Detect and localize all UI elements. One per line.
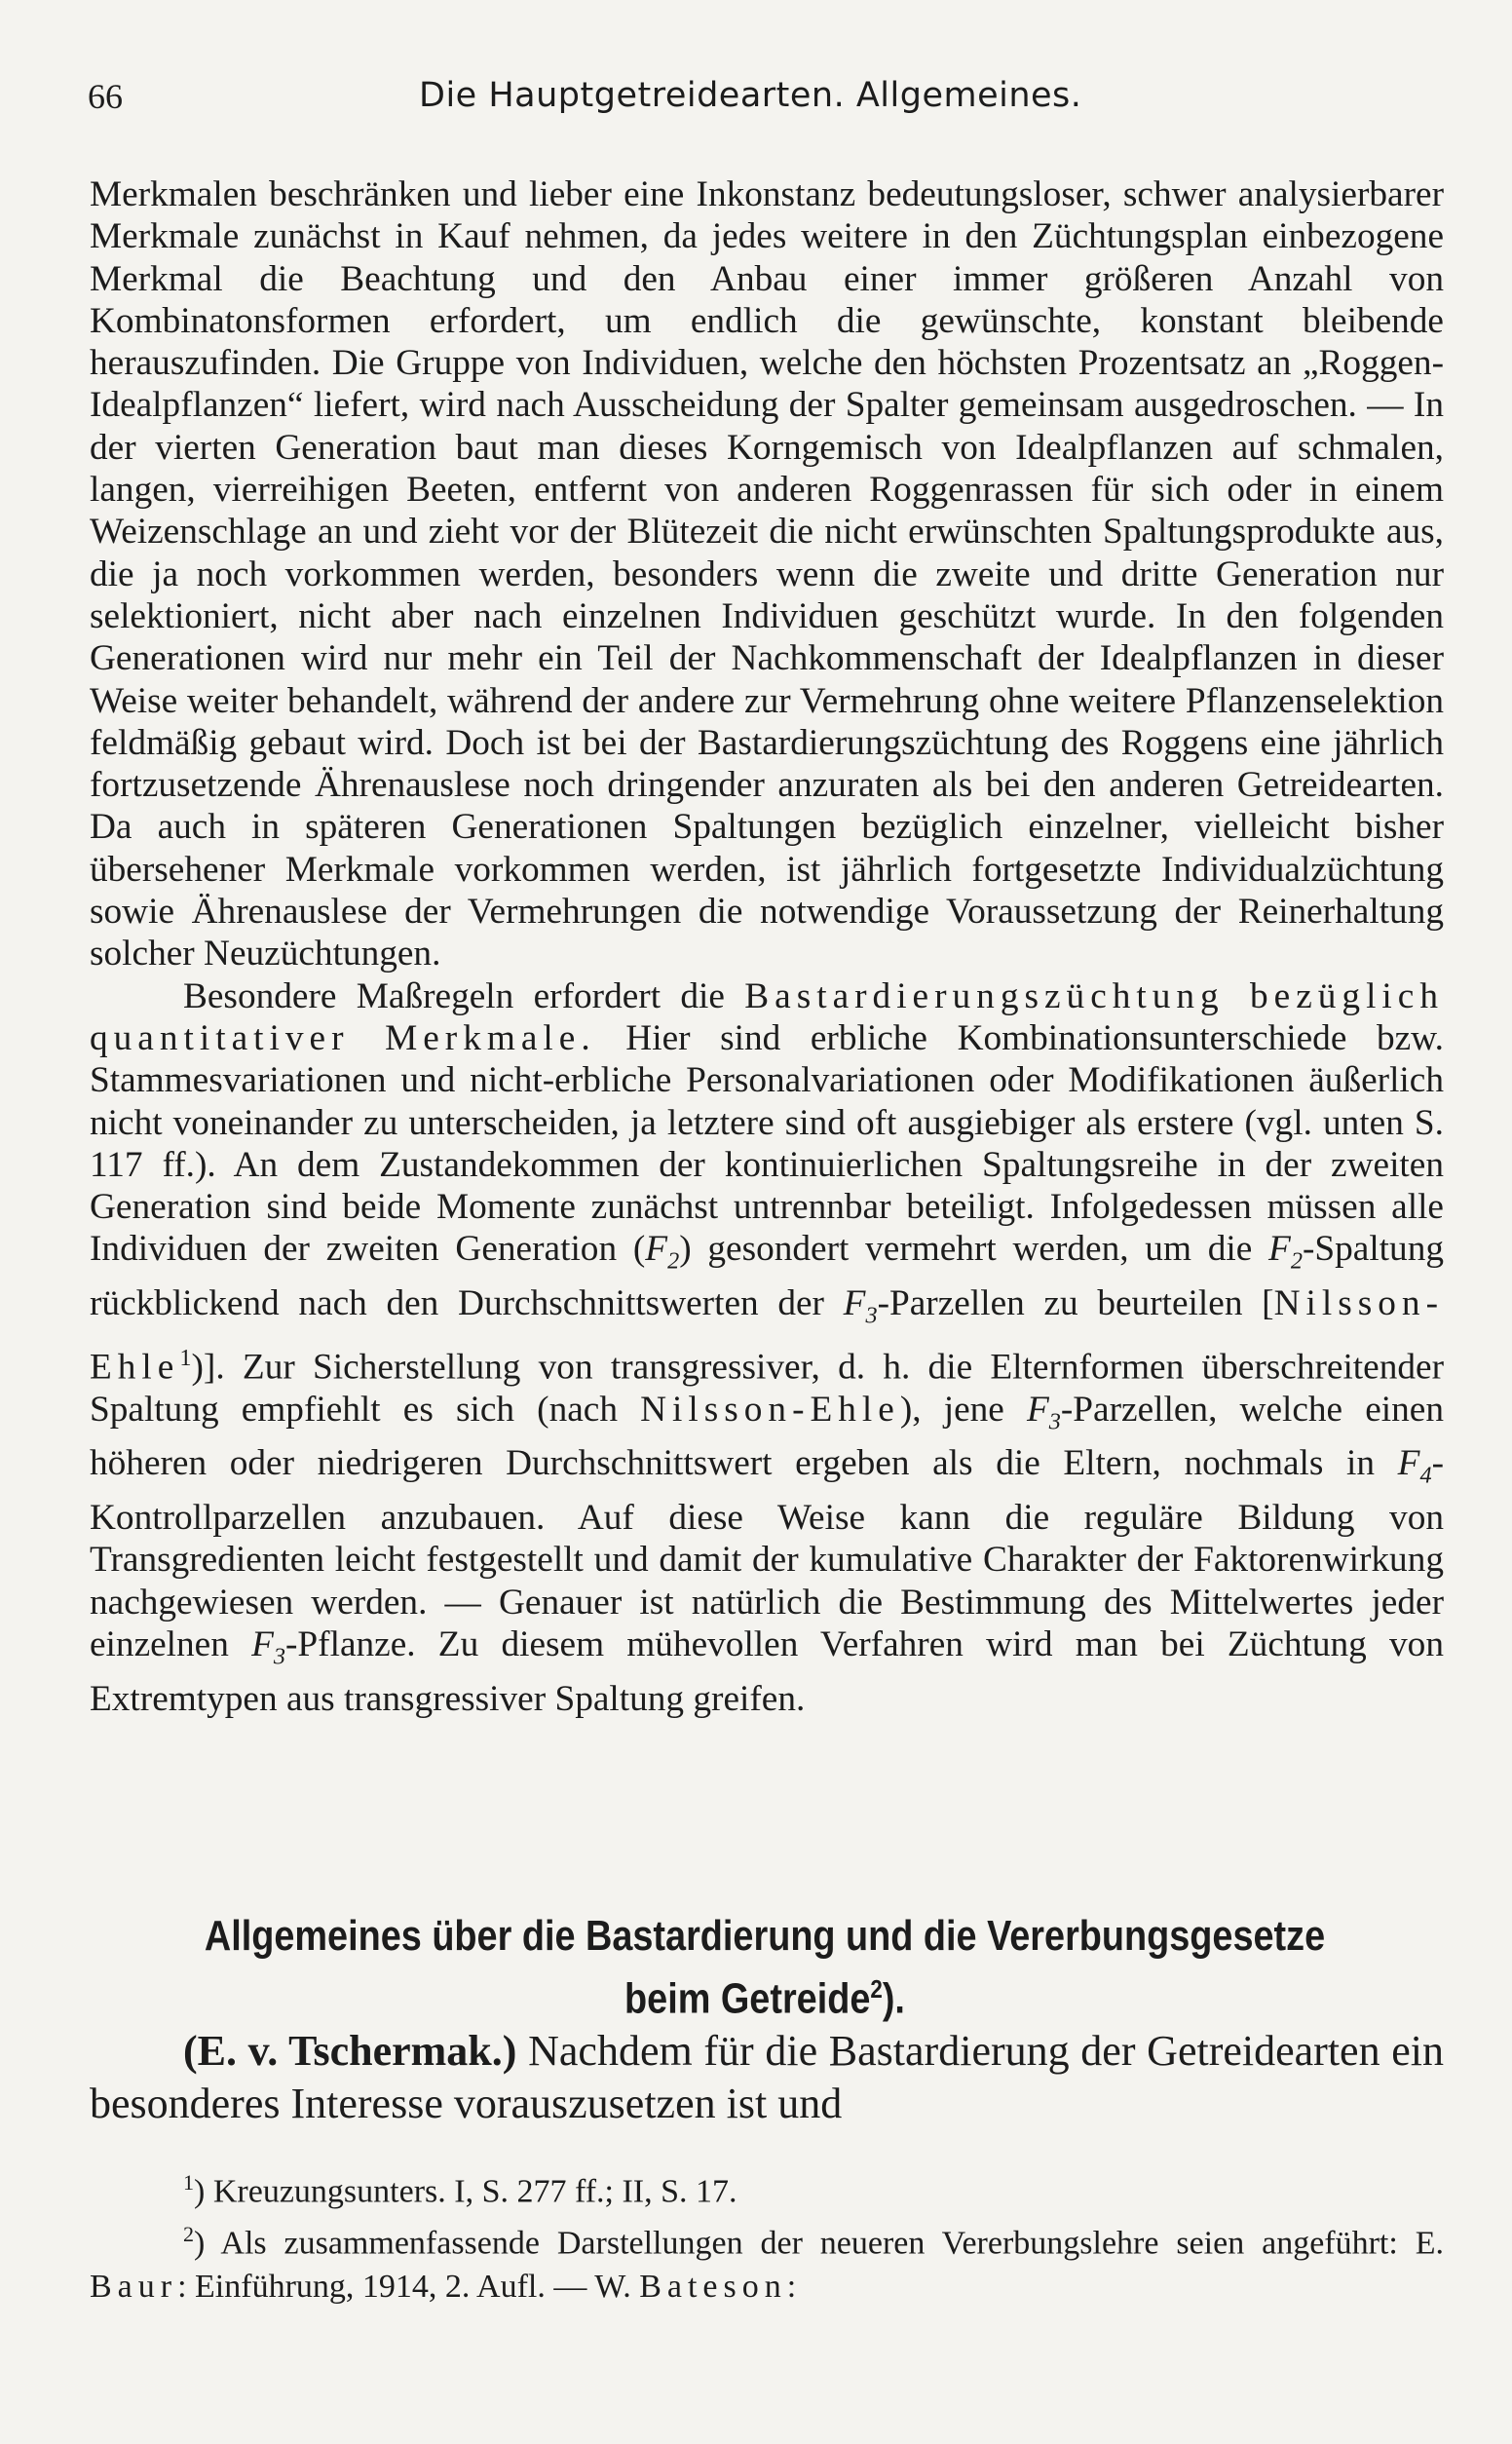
p2-text-i: -Pflanze. Zu diesem mühevollen Verfahren wird man bei Züchtung von Extremtypen aus transgressiver Spaltung greifen. bbox=[90, 1624, 1444, 1719]
section-text: Nachdem für die Bastardierung der Getreidearten ein besonderes Interesse vorauszusetzen ist und bbox=[90, 2027, 1445, 2127]
ref-nilsson-ehle-1: Nilsson-Ehle bbox=[90, 1283, 1444, 1388]
p2-text-c: -Spaltung rückblickend nach den Durchschnittswerten der bbox=[90, 1229, 1444, 1324]
section-author: (E. v. Tschermak.) bbox=[183, 2027, 517, 2075]
footnotes bbox=[90, 2161, 1444, 2309]
gen-f2-b: $F_2$ bbox=[1268, 1229, 1303, 1275]
body-text bbox=[90, 173, 1444, 1720]
section-heading bbox=[182, 1910, 1346, 2026]
p2-text-h: -Kontrollparzellen anzubauen. Auf diese Weise kann die reguläre Bildung von Transgredienten leicht festgestellt und damit der kumulative Charakter der Faktorenwirkung nachgewiesen werden. — Genauer ist natürlich die Bestimmung des Mittelwertes jeder einzelnen bbox=[90, 1443, 1444, 1665]
ref-nilsson-ehle-2: Nilsson-Ehle bbox=[640, 1389, 900, 1430]
footnote-author-bateson: Bateson bbox=[639, 2268, 787, 2305]
p2-text-g: -Parzellen, welche einen höheren oder niedrigeren Durchschnittswert ergeben als die Eltern, nochmals in bbox=[90, 1389, 1444, 1484]
footnote-ref-1: 1 bbox=[179, 1344, 192, 1371]
p2-text-a: Hier sind erbliche Kombinationsunterschiede bzw. Stammesvariationen und nicht-erbliche Personalvariationen oder Modifikationen äußerlich nicht voneinander zu unterscheiden, ja letztere sind oft ausgiebiger als erstere (vgl. unten S. 117 ff.). An dem Zustandekommen der kontinuierlichen Spaltungsreihe in der zweiten Generation sind beide Momente zunächst untrennbar beteiligt. Infolgedessen müssen alle Individuen der zweiten Generation ( bbox=[90, 1017, 1445, 1270]
section-heading-line-2: beim Getreide$^2$). bbox=[624, 1974, 905, 2023]
p2-text-d: -Parzellen zu beurteilen [ bbox=[877, 1283, 1274, 1324]
paragraph-1: Merkmalen beschränken und lieber eine Inkonstanz bedeutungsloser, schwer analysierbarer Merkmale zunächst in Kauf nehmen, da jedes weitere in den Züchtungsplan einbezogene Merkmal die Beachtung und den Anbau einer immer größeren Anzahl von Kombinatonsformen erfordert, um endlich die gewünschte, konstant bleibende herauszufinden. Die Gruppe von Individuen, welche den höchsten Prozentsatz an „Roggen-Idealpflanzen“ liefert, wird nach Ausscheidung der Spalter gemeinsam ausgedroschen. — In der vierten Generation baut man dieses Korngemisch von Idealpflanzen auf schmalen, langen, vierreihigen Beeten, entfernt von anderen Roggenrassen für sich oder in einem Weizenschlage an und zieht vor der Blütezeit die nicht erwünschten Spaltungsprodukte aus, die ja noch vorkommen werden, besonders wenn die zweite und dritte Generation nur selektioniert, nicht aber nach einzelnen Individuen geschützt wurde. In den folgenden Generationen wird nur mehr ein Teil der Nachkommenschaft der Idealpflanzen in dieser Weise weiter behandelt, während der andere zur Vermehrung ohne weitere Pflanzenselektion feldmäßig gebaut wird. Doch ist bei der Bastardierungszüchtung des Roggens eine jährlich fortzusetzende Ährenauslese noch dringender anzuraten als bei den anderen Getreidearten. Da auch in späteren Generationen Spaltungen bezüglich einzelner, vielleicht bisher übersehener Merkmale vorkommen werden, ist jährlich fortgesetzte Individualzüchtung sowie Ährenauslese der Vermehrungen die notwendige Voraussetzung der Reinerhaltung solcher Neuzüchtungen. bbox=[90, 174, 1444, 974]
p2-text-e: )]. Zur Sicherstellung von transgressiver, d. h. die Elternformen überschreitender Spaltung empfiehlt es sich (nach bbox=[90, 1347, 1444, 1430]
footnote-author-baur: Baur bbox=[90, 2268, 178, 2305]
footnote-2: $^2$) Als zusammenfassende Darstellungen der neueren Vererbungslehre seien angeführt: E. Baur: Einführung, 1914, 2. Aufl. — W. Bateson: bbox=[90, 2222, 1444, 2305]
p2-text-b: ) gesondert vermehrt werden, um die bbox=[679, 1229, 1269, 1270]
gen-f4: $F_4$ bbox=[1397, 1443, 1432, 1489]
footnote-ref-2: 2 bbox=[870, 1974, 883, 2004]
footnote-1: $^1$) Kreuzungsunters. I, S. 277 ff.; II, S. 17. bbox=[183, 2170, 737, 2210]
paragraph-2 bbox=[90, 975, 1444, 1720]
p2-text-f: ), jene bbox=[899, 1389, 1027, 1430]
gen-f3-b: $F_3$ bbox=[1026, 1389, 1061, 1435]
page-header bbox=[88, 76, 1424, 125]
p2-start: Besondere Maßregeln erfordert die bbox=[183, 975, 725, 1016]
gen-f3-c: $F_3$ bbox=[251, 1624, 286, 1670]
section-body bbox=[90, 2025, 1444, 2130]
section-heading-line-1: Allgemeines über die Bastardierung und die Vererbungsgesetze bbox=[204, 1912, 1326, 1960]
p2-spaced-heading: Bastardierungszüchtung bezüglich quantitativer Merkmale. bbox=[90, 975, 1445, 1058]
gen-f2: $F_2$ bbox=[645, 1229, 680, 1275]
running-title: Die Hauptgetreidearten. Allgemeines. bbox=[419, 76, 1082, 115]
page-number: 66 bbox=[88, 77, 123, 116]
gen-f3: $F_3$ bbox=[843, 1283, 878, 1329]
